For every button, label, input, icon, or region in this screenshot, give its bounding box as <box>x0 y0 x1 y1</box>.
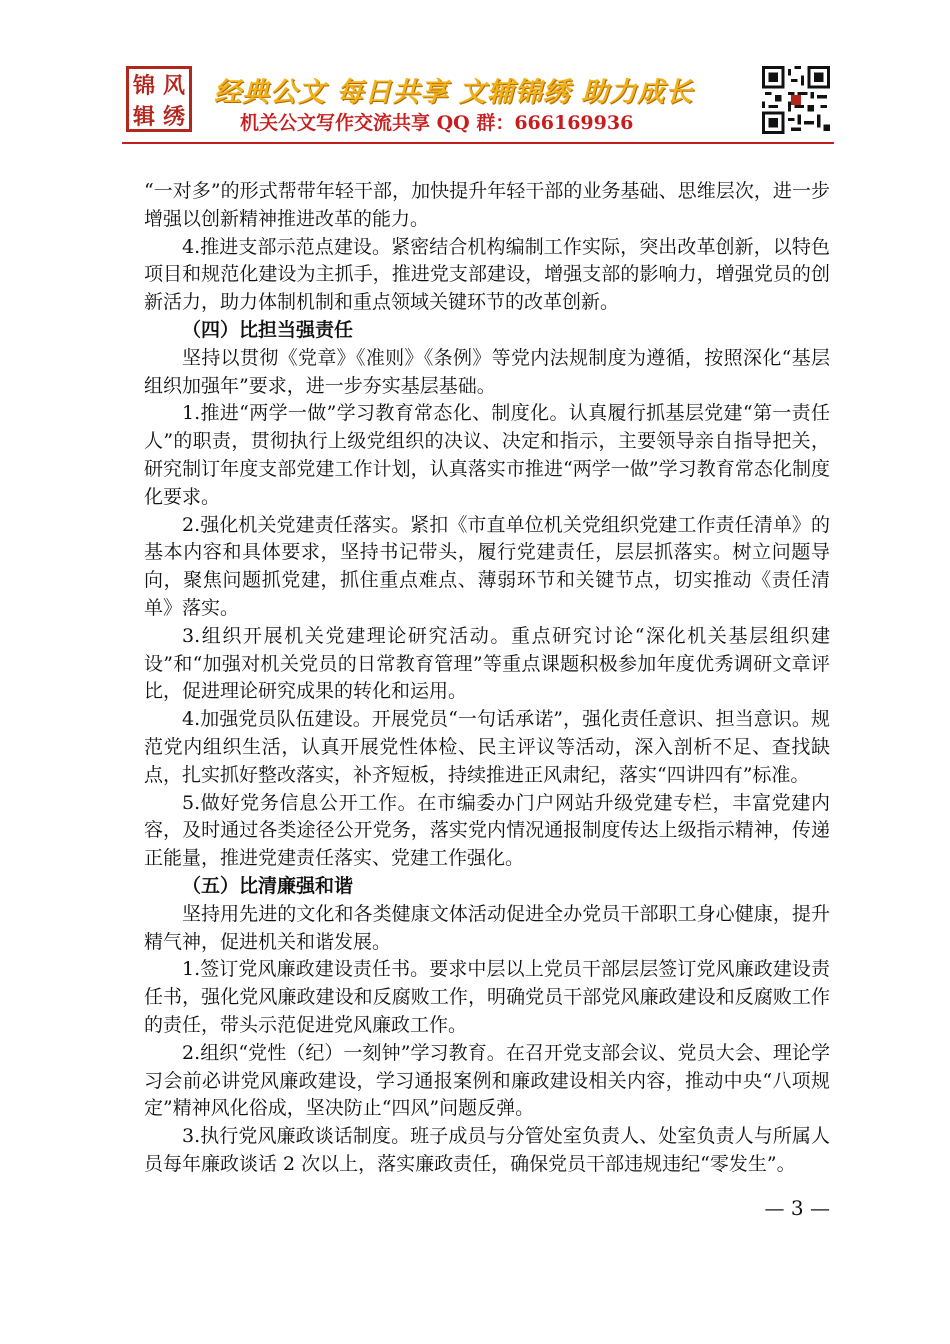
header-slogan: 经典公文 每日共享 文辅锦绣 助力成长 <box>214 77 694 108</box>
logo-char: 绣 <box>162 105 185 130</box>
paragraph: 坚持以贯彻《党章》《准则》《条例》等党内法规制度为遵循，按照深化“基层组织加强年”要求，进一步夯实基层基础。 <box>144 346 830 397</box>
paragraph: 3.组织开展机关党建理论研究活动。重点研究讨论“深化机关基层组织建设”和“加强对机关党员的日常教育管理”等重点课题积极参加年度优秀调研文章评比，促进理论研究成果的转化和运用。 <box>144 624 830 703</box>
document-body <box>144 178 830 1179</box>
document-header <box>122 64 834 144</box>
paragraph: 3.执行党风廉政谈话制度。班子成员与分管处室负责人、处室负责人与所属人员每年廉政谈话 2 次以上，落实廉政责任，确保党员干部违规违纪“零发生”。 <box>144 1125 830 1175</box>
section-heading: （五）比清廉强和谐 <box>182 874 354 897</box>
logo-char: 辑 <box>132 105 155 130</box>
paragraph: 4.加强党员队伍建设。开展党员“一句话承诺”，强化责任意识、担当意识。规范党内组织生活，认真开展党性体检、民主评议等活动，深入剖析不足、查找缺点，扎实抓好整改落实，补齐短板，持续推进正风肃纪，落实“四讲四有”标准。 <box>144 708 830 786</box>
paragraph: 1.推进“两学一做”学习教育常态化、制度化。认真履行抓基层党建“第一责任人”的职责，贯彻执行上级党组织的决议、决定和指示，主要领导亲自指导把关，研究制订年度支部党建工作计划，认真落实市推进“两学一做”学习教育常态化制度化要求。 <box>144 402 830 508</box>
logo-char: 风 <box>162 74 185 99</box>
paragraph: 2.强化机关党建责任落实。紧扣《市直单位机关党组织党建工作责任清单》的基本内容和具体要求，坚持书记带头，履行党建责任，层层抓落实。树立问题导向，聚焦问题抓党建，抓住重点难点、薄弱环节和关键节点，切实推动《责任清单》落实。 <box>144 513 830 619</box>
paragraph: 坚持用先进的文化和各类健康文体活动促进全办党员干部职工身心健康，提升精气神，促进机关和谐发展。 <box>144 902 830 953</box>
paragraph: 5.做好党务信息公开工作。在市编委办门户网站升级党建专栏，丰富党建内容，及时通过各类途径公开党务，落实党内情况通报制度传达上级指示精神，传递正能量，推进党建责任落实、党建工作强化。 <box>144 791 830 870</box>
paragraph: 1.签订党风廉政建设责任书。要求中层以上党员干部层层签订党风廉政建设责任书，强化党风廉政建设和反腐败工作，明确党员干部党风廉政建设和反腐败工作的责任，带头示范促进党风廉政工作。 <box>144 958 830 1036</box>
seal-logo <box>126 66 192 132</box>
logo-char: 锦 <box>132 74 155 99</box>
section-heading: （四）比担当强责任 <box>182 318 354 341</box>
paragraph: 4.推进支部示范点建设。紧密结合机构编制工作实际，突出改革创新，以特色项目和规范化建设为主抓手，推进党支部建设，增强支部的影响力，增强党员的创新活力，助力体制机制和重点领域关键环节的改革创新。 <box>144 235 830 314</box>
paragraph: “一对多”的形式帮带年轻干部，加快提升年轻干部的业务基础、思维层次，进一步增强以创新精神推进改革的能力。 <box>144 180 830 230</box>
page-number: — 3 — <box>764 1196 830 1220</box>
paragraph: 2.组织“党性（纪）一刻钟”学习教育。在召开党支部会议、党员大会、理论学习会前必讲党风廉政建设，学习通报案例和廉政建设相关内容，推动中央“八项规定”精神风化俗成，坚决防止“四风”问题反弹。 <box>144 1041 830 1120</box>
qr-code-icon <box>762 66 830 134</box>
header-qq-line: 机关公文写作交流共享 QQ 群：666169936 <box>240 112 634 134</box>
